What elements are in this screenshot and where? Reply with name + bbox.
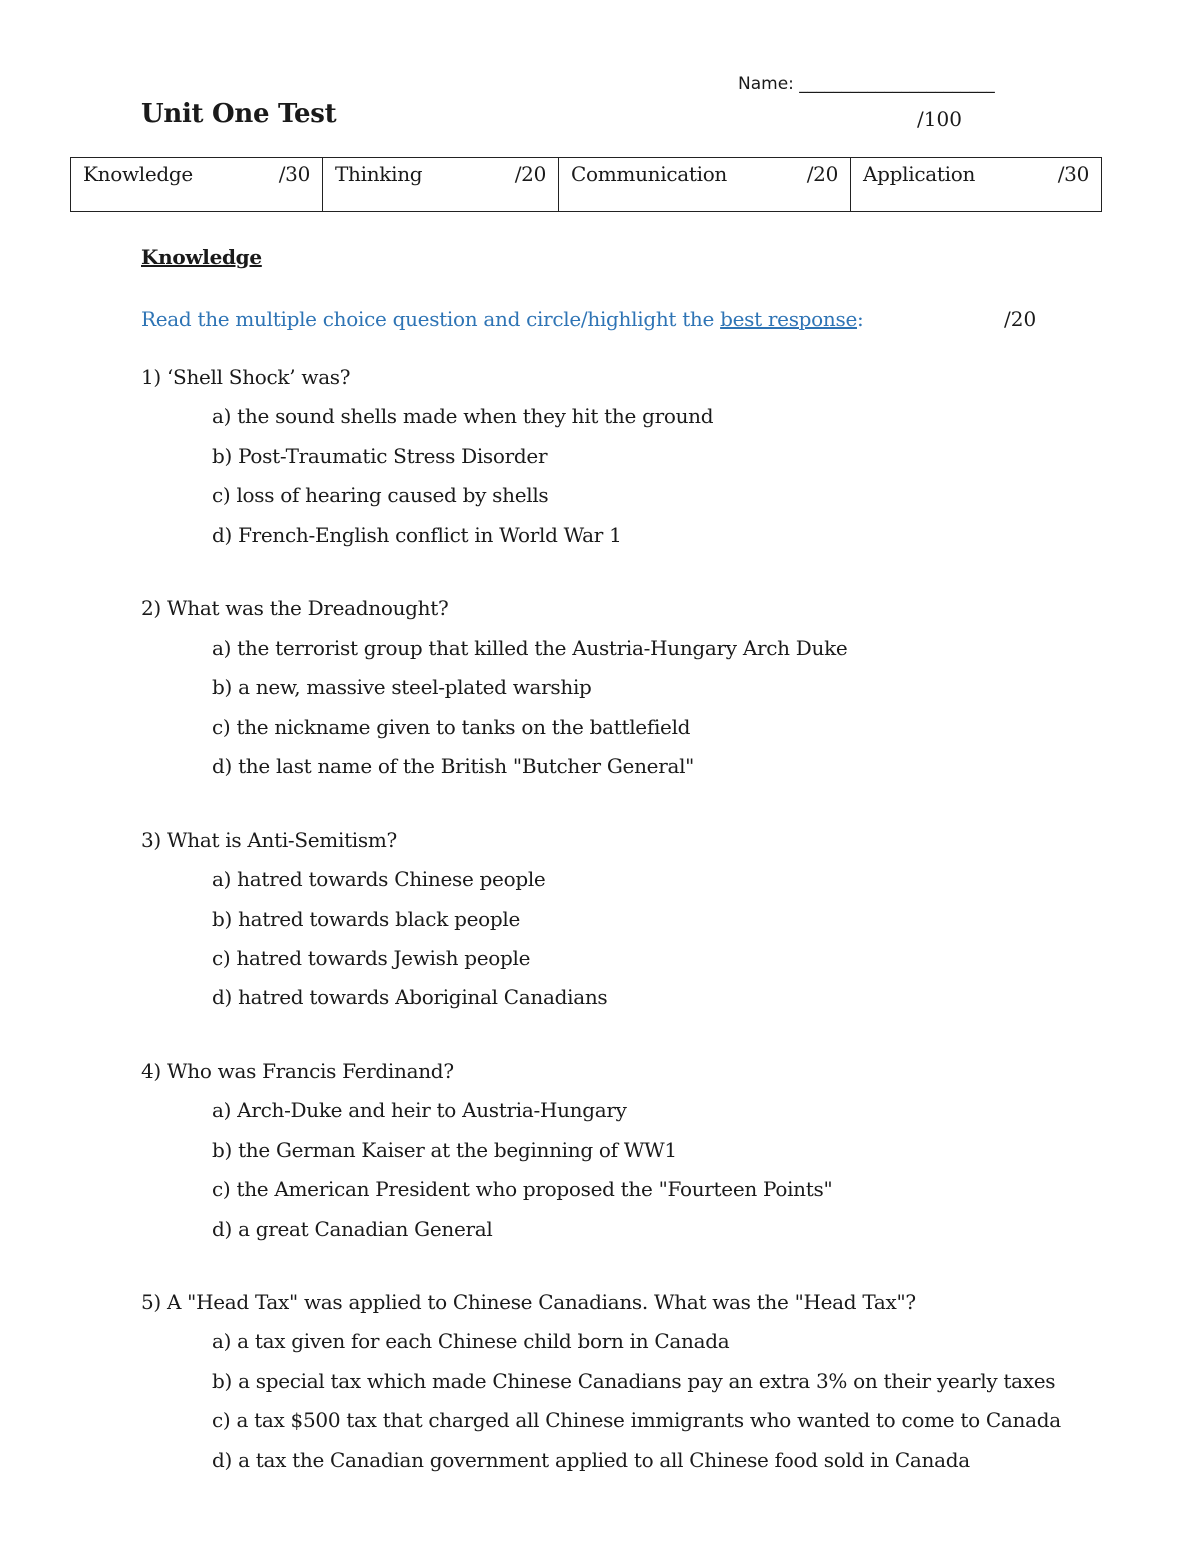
option-4c[interactable]: c) the American President who proposed the "Fourteen Points" bbox=[212, 1177, 833, 1201]
question-1: 1) ‘Shell Shock’ was? bbox=[141, 365, 351, 389]
option-2a[interactable]: a) the terrorist group that killed the Austria-Hungary Arch Duke bbox=[212, 636, 848, 660]
option-5d[interactable]: d) a tax the Canadian government applied to all Chinese food sold in Canada bbox=[212, 1448, 970, 1472]
option-1c[interactable]: c) loss of hearing caused by shells bbox=[212, 483, 549, 507]
category-label: Communication bbox=[571, 162, 728, 186]
name-field-label: Name: _______________________ bbox=[738, 74, 995, 94]
score-table bbox=[70, 157, 1102, 212]
question-3: 3) What is Anti-Semitism? bbox=[141, 828, 397, 852]
score-cell-communication bbox=[559, 158, 851, 212]
option-4b[interactable]: b) the German Kaiser at the beginning of WW1 bbox=[212, 1138, 677, 1162]
question-2: 2) What was the Dreadnought? bbox=[141, 596, 449, 620]
option-3a[interactable]: a) hatred towards Chinese people bbox=[212, 867, 546, 891]
section-heading: Knowledge bbox=[141, 245, 262, 269]
option-1b[interactable]: b) Post-Traumatic Stress Disorder bbox=[212, 444, 548, 468]
option-1d[interactable]: d) French-English conflict in World War 1 bbox=[212, 523, 622, 547]
option-3d[interactable]: d) hatred towards Aboriginal Canadians bbox=[212, 985, 608, 1009]
category-label: Knowledge bbox=[83, 162, 193, 186]
total-score: /100 bbox=[917, 107, 962, 131]
instruction-post: : bbox=[857, 307, 864, 331]
category-label: Thinking bbox=[335, 162, 423, 186]
option-4a[interactable]: a) Arch-Duke and heir to Austria-Hungary bbox=[212, 1098, 627, 1122]
category-score: /20 bbox=[514, 162, 546, 186]
option-1a[interactable]: a) the sound shells made when they hit the ground bbox=[212, 404, 714, 428]
page-title: Unit One Test bbox=[141, 99, 337, 129]
option-2b[interactable]: b) a new, massive steel-plated warship bbox=[212, 675, 592, 699]
option-5b[interactable]: b) a special tax which made Chinese Canadians pay an extra 3% on their yearly taxes bbox=[212, 1369, 1056, 1393]
option-4d[interactable]: d) a great Canadian General bbox=[212, 1217, 493, 1241]
category-score: /30 bbox=[278, 162, 310, 186]
option-2c[interactable]: c) the nickname given to tanks on the battlefield bbox=[212, 715, 691, 739]
category-label: Application bbox=[863, 162, 976, 186]
instruction-pre: Read the multiple choice question and circle/highlight the bbox=[141, 307, 721, 331]
section-score: /20 bbox=[1004, 307, 1037, 331]
question-4: 4) Who was Francis Ferdinand? bbox=[141, 1059, 454, 1083]
score-cell-knowledge bbox=[71, 158, 323, 212]
option-5c[interactable]: c) a tax $500 tax that charged all Chinese immigrants who wanted to come to Canada bbox=[212, 1408, 1061, 1432]
instruction-emphasis: best response bbox=[720, 307, 857, 331]
instruction-text bbox=[141, 307, 863, 331]
question-5: 5) A "Head Tax" was applied to Chinese Canadians. What was the "Head Tax"? bbox=[141, 1290, 916, 1314]
category-score: /30 bbox=[1057, 162, 1089, 186]
score-cell-thinking bbox=[323, 158, 559, 212]
option-3b[interactable]: b) hatred towards black people bbox=[212, 907, 520, 931]
category-score: /20 bbox=[806, 162, 838, 186]
option-2d[interactable]: d) the last name of the British "Butcher General" bbox=[212, 754, 695, 778]
option-3c[interactable]: c) hatred towards Jewish people bbox=[212, 946, 531, 970]
option-5a[interactable]: a) a tax given for each Chinese child born in Canada bbox=[212, 1329, 730, 1353]
score-cell-application bbox=[851, 158, 1102, 212]
